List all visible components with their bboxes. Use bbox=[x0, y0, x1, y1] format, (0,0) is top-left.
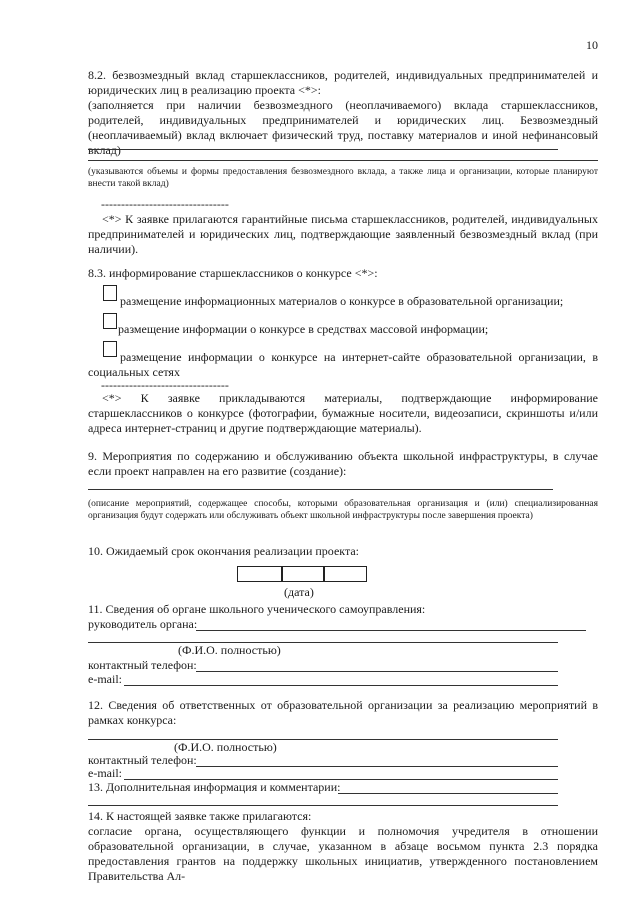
comments-input-line[interactable] bbox=[338, 793, 558, 794]
section-9-heading: 9. Мероприятия по содержанию и обслуживанию объекта школьной инфраструктуры, в случае если проект направлен на его развитие (создание): bbox=[88, 449, 598, 478]
answer-line bbox=[88, 160, 598, 161]
section-12-heading: 12. Сведения об ответственных от образовательной организации за реализацию мероприятий в рамках конкурса: bbox=[88, 698, 598, 727]
section-8-2-footnote: <*> К заявке прилагаются гарантийные письма старшеклассников, родителей, индивидуальных предпринимателей и юридических лиц, подтверждающие заявленный безвозмездный вклад (при наличии). bbox=[88, 212, 598, 256]
leader-input-line[interactable] bbox=[196, 630, 586, 631]
email-label: e-mail: bbox=[88, 766, 122, 780]
email-input-line[interactable] bbox=[124, 685, 558, 686]
phone-input-line[interactable] bbox=[196, 671, 558, 672]
page-number: 10 bbox=[586, 38, 598, 52]
phone-label: контактный телефон: bbox=[88, 753, 197, 767]
section-14-body: согласие органа, осуществляющего функции и полномочия учредителя в отношении образовательной организации, в случае, указанном в абзаце восьмом пункта 2.3 порядка предоставления грантов на поддержку школьных инициатив, утвержденного постановлением Правительства Ал- bbox=[88, 824, 598, 883]
footnote-separator: -------------------------------- bbox=[101, 197, 229, 211]
answer-line bbox=[88, 149, 558, 150]
section-9-caption: (описание мероприятий, содержащее способы, которыми образовательная организация и (или) специализированная организация будут содержать или обслуживать объект школьной инфраструктуры после завершения проекта) bbox=[88, 499, 598, 521]
checkbox-institution[interactable] bbox=[103, 285, 117, 301]
answer-line[interactable] bbox=[88, 739, 558, 740]
option-media-label: размещение информации о конкурсе в средствах массовой информации; bbox=[118, 322, 489, 336]
section-11-heading: 11. Сведения об органе школьного ученического самоуправления: bbox=[88, 602, 426, 616]
date-caption: (дата) bbox=[284, 585, 314, 599]
date-field-month[interactable] bbox=[281, 566, 325, 582]
section-10-heading: 10. Ожидаемый срок окончания реализации проекта: bbox=[88, 544, 360, 558]
phone-label: контактный телефон: bbox=[88, 658, 197, 672]
section-14-heading: 14. К настоящей заявке также прилагаются: bbox=[88, 809, 312, 823]
answer-line[interactable] bbox=[88, 642, 558, 643]
section-8-2-heading: 8.2. безвозмездный вклад старшеклассников, родителей, индивидуальных предпринимателей и юридических лиц в реализацию проекта <*>: bbox=[88, 68, 598, 97]
leader-label: руководитель органа: bbox=[88, 617, 198, 631]
footnote-separator: -------------------------------- bbox=[101, 378, 229, 392]
checkbox-media[interactable] bbox=[103, 313, 117, 329]
section-8-2-hint: (заполняется при наличии безвозмездного (неоплачиваемого) вклада старшеклассников, родителей, индивидуальных предпринимателей и юридических лиц. Безвозмездный (неоплачиваемый) вклад включает физический труд, поставку материалов и иной нефинансовый вклад) bbox=[88, 98, 598, 157]
option-website-label: размещение информации о конкурсе на интернет-сайте образовательной организации, в социальных сетях bbox=[88, 350, 598, 379]
section-8-2-caption: (указываются объемы и формы предоставления безвозмездного вклада, а также лица и организации, которые планируют внести такой вклад) bbox=[88, 167, 598, 189]
email-label: e-mail: bbox=[88, 672, 122, 686]
date-field-day[interactable] bbox=[237, 566, 283, 582]
date-field-year[interactable] bbox=[323, 566, 367, 582]
section-8-3-footnote: <*> К заявке прикладываются материалы, подтверждающие информирование старшеклассников о конкурсе (фотографии, бумажные носители, видеозаписи, скриншоты и/или адреса интернет-страниц и другие подтверждающие материалы). bbox=[88, 391, 598, 435]
option-institution-label: размещение информационных материалов о конкурсе в образовательной организации; bbox=[120, 294, 564, 308]
phone-input-line[interactable] bbox=[196, 766, 558, 767]
fio-caption: (Ф.И.О. полностью) bbox=[174, 740, 277, 754]
fio-caption: (Ф.И.О. полностью) bbox=[178, 643, 281, 657]
section-8-3-heading: 8.3. информирование старшеклассников о конкурсе <*>: bbox=[88, 266, 378, 280]
section-13-heading: 13. Дополнительная информация и комментарии: bbox=[88, 780, 341, 794]
answer-line bbox=[88, 489, 553, 490]
answer-line[interactable] bbox=[88, 805, 558, 806]
